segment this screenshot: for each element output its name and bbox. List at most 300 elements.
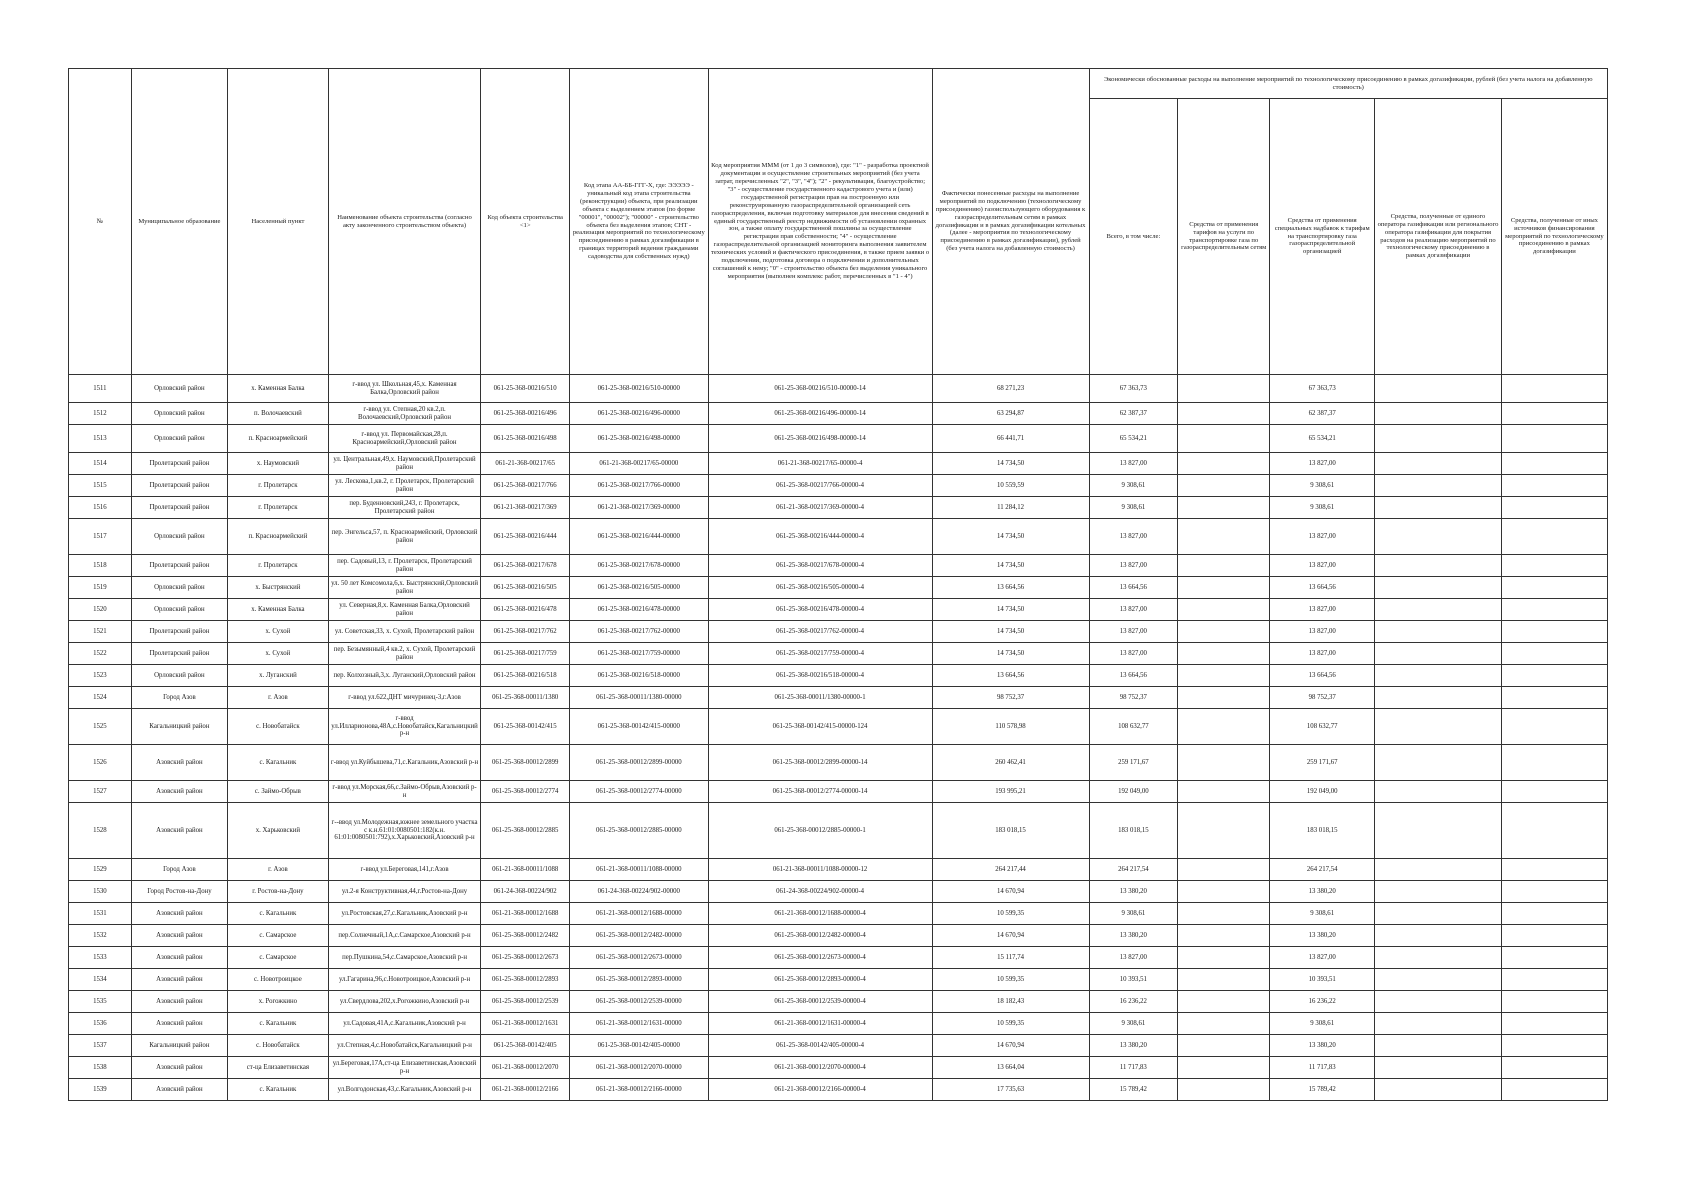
cell-municipality: Пролетарский район	[131, 621, 227, 643]
cell-other-funds	[1501, 665, 1607, 687]
cell-settlement: с. Займо-Обрыв	[228, 781, 329, 803]
cell-object-name: ул.Садовая,41А,с.Кагальник,Азовский р-н	[328, 1013, 481, 1035]
cell-tariff-funds	[1178, 947, 1270, 969]
cell-object-code: 061-25-368-00012/2885	[481, 803, 570, 859]
cell-no: 1513	[69, 425, 132, 453]
cell-tariff-funds	[1178, 903, 1270, 925]
cell-tariff-funds	[1178, 803, 1270, 859]
cell-total: 13 380,20	[1089, 881, 1178, 903]
cell-object-code: 061-25-368-00011/1380	[481, 687, 570, 709]
cell-municipality: Пролетарский район	[131, 453, 227, 475]
table-row	[69, 1013, 1608, 1035]
cell-stage-code: 061-25-368-00216/518-00000	[570, 665, 709, 687]
cell-operator-funds	[1375, 991, 1502, 1013]
cell-no: 1514	[69, 453, 132, 475]
cell-actual-costs: 63 294,87	[932, 403, 1089, 425]
cell-total: 13 827,00	[1089, 599, 1178, 621]
cell-special-funds: 10 393,51	[1270, 969, 1375, 991]
cell-operator-funds	[1375, 497, 1502, 519]
cell-actual-costs: 14 670,94	[932, 881, 1089, 903]
cell-municipality: Азовский район	[131, 745, 227, 781]
cell-tariff-funds	[1178, 425, 1270, 453]
cell-operator-funds	[1375, 1079, 1502, 1101]
cell-object-code: 061-25-368-00012/2893	[481, 969, 570, 991]
cell-object-name: г-ввод ул.622,ДНТ мичуринец-3,г.Азов	[328, 687, 481, 709]
cell-special-funds: 9 308,61	[1270, 903, 1375, 925]
cell-actual-costs: 66 441,71	[932, 425, 1089, 453]
cell-total: 62 387,37	[1089, 403, 1178, 425]
cell-operator-funds	[1375, 375, 1502, 403]
cell-tariff-funds	[1178, 497, 1270, 519]
cell-municipality: Орловский район	[131, 425, 227, 453]
cell-object-name: пер. Безымянный,4 кв.2, х. Сухой, Пролетарский район	[328, 643, 481, 665]
cell-object-name: г-ввод ул. Школьная,45,х. Каменная Балка,Орловский район	[328, 375, 481, 403]
cell-operator-funds	[1375, 403, 1502, 425]
cell-operator-funds	[1375, 1035, 1502, 1057]
cell-object-code: 061-25-368-00216/510	[481, 375, 570, 403]
cell-special-funds: 13 827,00	[1270, 453, 1375, 475]
cell-operator-funds	[1375, 803, 1502, 859]
cell-operator-funds	[1375, 925, 1502, 947]
cell-object-name: ул.Волгодонская,43,с.Кагальник,Азовский р-н	[328, 1079, 481, 1101]
cell-stage-code: 061-21-368-00012/2166-00000	[570, 1079, 709, 1101]
cell-total: 13 827,00	[1089, 947, 1178, 969]
table-row	[69, 375, 1608, 403]
table-row	[69, 599, 1608, 621]
cell-other-funds	[1501, 403, 1607, 425]
cell-event-code: 061-25-368-00012/2885-00000-1	[708, 803, 932, 859]
table-row	[69, 709, 1608, 745]
cell-actual-costs: 17 735,63	[932, 1079, 1089, 1101]
cell-special-funds: 67 363,73	[1270, 375, 1375, 403]
cell-total: 15 789,42	[1089, 1079, 1178, 1101]
cell-actual-costs: 14 734,50	[932, 453, 1089, 475]
cell-total: 98 752,37	[1089, 687, 1178, 709]
cell-no: 1536	[69, 1013, 132, 1035]
cell-other-funds	[1501, 577, 1607, 599]
cell-other-funds	[1501, 1057, 1607, 1079]
cell-other-funds	[1501, 859, 1607, 881]
cell-municipality: Орловский район	[131, 665, 227, 687]
cell-other-funds	[1501, 881, 1607, 903]
cell-object-name: пер. Садовый,13, г. Пролетарск, Пролетарский район	[328, 555, 481, 577]
cell-stage-code: 061-25-368-00012/2885-00000	[570, 803, 709, 859]
cell-other-funds	[1501, 781, 1607, 803]
cell-actual-costs: 14 670,94	[932, 925, 1089, 947]
table-row	[69, 555, 1608, 577]
cell-no: 1525	[69, 709, 132, 745]
cell-actual-costs: 68 271,23	[932, 375, 1089, 403]
cell-municipality: Кагальницкий район	[131, 1035, 227, 1057]
cell-tariff-funds	[1178, 475, 1270, 497]
cell-no: 1524	[69, 687, 132, 709]
cell-no: 1539	[69, 1079, 132, 1101]
cell-object-code: 061-25-368-00012/2899	[481, 745, 570, 781]
cell-total: 13 827,00	[1089, 621, 1178, 643]
cell-object-name: г-ввод ул.Илларионова,48А,с.Новобатайск,Кагальницкий р-н	[328, 709, 481, 745]
cell-operator-funds	[1375, 859, 1502, 881]
cell-special-funds: 62 387,37	[1270, 403, 1375, 425]
cell-object-name: г-ввод ул.Куйбышева,71,с.Кагальник,Азовский р-н	[328, 745, 481, 781]
cell-total: 9 308,61	[1089, 475, 1178, 497]
cell-object-name: пер. Энгельса,57, п. Красноармейский, Орловский район	[328, 519, 481, 555]
cell-operator-funds	[1375, 969, 1502, 991]
cell-other-funds	[1501, 947, 1607, 969]
table-row	[69, 403, 1608, 425]
cell-tariff-funds	[1178, 1057, 1270, 1079]
cell-stage-code: 061-25-368-00012/2539-00000	[570, 991, 709, 1013]
cell-object-name: ул.Степная,4,с.Новобатайск,Кагальницкий р-н	[328, 1035, 481, 1057]
cell-operator-funds	[1375, 687, 1502, 709]
cell-other-funds	[1501, 555, 1607, 577]
cell-actual-costs: 183 018,15	[932, 803, 1089, 859]
table-row	[69, 643, 1608, 665]
table-row	[69, 1035, 1608, 1057]
cell-settlement: с. Новотроицкое	[228, 969, 329, 991]
cell-object-name: ул. 50 лет Комсомола,6,х. Быстрянский,Орловский район	[328, 577, 481, 599]
cell-event-code: 061-21-368-00012/2070-00000-4	[708, 1057, 932, 1079]
cell-object-name: пер.Солнечный,1А,с.Самарское,Азовский р-н	[328, 925, 481, 947]
cell-special-funds: 98 752,37	[1270, 687, 1375, 709]
header-object-name: Наименование объекта строительства (согласно акту законченного строительством объекта)	[328, 69, 481, 375]
cell-no: 1529	[69, 859, 132, 881]
table-header	[69, 69, 1608, 375]
cell-stage-code: 061-25-368-00012/2482-00000	[570, 925, 709, 947]
header-event-code: Код мероприятия ММM (от 1 до 3 символов), где: "1" - разработка проектной документации и осуществление строительных мероприятий (без учета затрат, перечисленных "2", "3", "4"); "2" - рекультивация, благоустройство; "3" - осуществление государственного кадастрового учета и (или) государственной регистрации прав на построенную или реконструированную газораспределительной организацией сеть газораспределения, включая подготовку материалов для внесения сведений в единый государственный реестр недвижимости об установлении охранных зон, а также оплату государственной пошлины за осуществление регистрации прав собственности; "4" - осуществление газораспределительной организацией мониторинга выполнения заявителем технических условий и фактического присоединения, в также прием заявки о подключении, подготовка договора о подключении и дополнительных соглашений к нему; "0" - строительство объекта без выделения уникального мероприятия (выполнен комплекс работ, перечисленных в "1 - 4")	[708, 69, 932, 375]
cell-other-funds	[1501, 621, 1607, 643]
cell-special-funds: 9 308,61	[1270, 475, 1375, 497]
cell-special-funds: 13 380,20	[1270, 881, 1375, 903]
cell-event-code: 061-25-368-00012/2482-00000-4	[708, 925, 932, 947]
cell-stage-code: 061-25-368-00142/405-00000	[570, 1035, 709, 1057]
cell-object-name: пер. Буденновский,243, г. Пролетарск, Пролетарский район	[328, 497, 481, 519]
table-row	[69, 621, 1608, 643]
cell-special-funds: 13 827,00	[1270, 599, 1375, 621]
cell-object-code: 061-25-368-00142/415	[481, 709, 570, 745]
cell-event-code: 061-21-368-00012/1631-00000-4	[708, 1013, 932, 1035]
cell-actual-costs: 14 734,50	[932, 643, 1089, 665]
cell-operator-funds	[1375, 1013, 1502, 1035]
cell-event-code: 061-25-368-00216/444-00000-4	[708, 519, 932, 555]
cell-no: 1531	[69, 903, 132, 925]
cell-no: 1535	[69, 991, 132, 1013]
cell-stage-code: 061-21-368-00217/65-00000	[570, 453, 709, 475]
cell-stage-code: 061-25-368-00216/496-00000	[570, 403, 709, 425]
cell-tariff-funds	[1178, 453, 1270, 475]
cell-special-funds: 264 217,54	[1270, 859, 1375, 881]
cell-no: 1520	[69, 599, 132, 621]
cell-event-code: 061-21-368-00011/1088-00000-12	[708, 859, 932, 881]
cell-object-code: 061-21-368-00012/1688	[481, 903, 570, 925]
cell-special-funds: 183 018,15	[1270, 803, 1375, 859]
cell-actual-costs: 13 664,04	[932, 1057, 1089, 1079]
cell-special-funds: 11 717,83	[1270, 1057, 1375, 1079]
cell-total: 9 308,61	[1089, 497, 1178, 519]
cell-tariff-funds	[1178, 519, 1270, 555]
cell-municipality: Азовский район	[131, 969, 227, 991]
cell-municipality: Город Азов	[131, 859, 227, 881]
cell-municipality: Пролетарский район	[131, 475, 227, 497]
report-table	[68, 68, 1608, 1101]
table-row	[69, 687, 1608, 709]
cell-total: 259 171,67	[1089, 745, 1178, 781]
cell-municipality: Орловский район	[131, 519, 227, 555]
cell-stage-code: 061-25-368-00217/762-00000	[570, 621, 709, 643]
cell-settlement: с. Кагальник	[228, 1079, 329, 1101]
cell-other-funds	[1501, 1013, 1607, 1035]
table-row	[69, 745, 1608, 781]
cell-object-code: 061-25-368-00142/405	[481, 1035, 570, 1057]
cell-other-funds	[1501, 453, 1607, 475]
cell-no: 1533	[69, 947, 132, 969]
cell-total: 13 380,20	[1089, 1035, 1178, 1057]
cell-stage-code: 061-21-368-00217/369-00000	[570, 497, 709, 519]
cell-settlement: с. Новобатайск	[228, 709, 329, 745]
cell-stage-code: 061-21-368-00012/1631-00000	[570, 1013, 709, 1035]
cell-total: 183 018,15	[1089, 803, 1178, 859]
cell-special-funds: 192 049,00	[1270, 781, 1375, 803]
cell-object-name: пер. Колхозный,3,х. Луганский,Орловский район	[328, 665, 481, 687]
cell-object-code: 061-25-368-00216/444	[481, 519, 570, 555]
cell-object-name: ул.Гагарина,96,с.Новотроицкое,Азовский р-н	[328, 969, 481, 991]
cell-actual-costs: 10 599,35	[932, 1013, 1089, 1035]
cell-tariff-funds	[1178, 1013, 1270, 1035]
cell-municipality: Азовский район	[131, 991, 227, 1013]
cell-object-code: 061-25-368-00012/2539	[481, 991, 570, 1013]
cell-special-funds: 13 664,56	[1270, 665, 1375, 687]
header-settlement: Населенный пункт	[228, 69, 329, 375]
cell-stage-code: 061-25-368-00217/678-00000	[570, 555, 709, 577]
table-row	[69, 453, 1608, 475]
cell-no: 1518	[69, 555, 132, 577]
cell-operator-funds	[1375, 599, 1502, 621]
cell-actual-costs: 10 559,59	[932, 475, 1089, 497]
cell-municipality: Орловский район	[131, 375, 227, 403]
cell-object-code: 061-25-368-00217/678	[481, 555, 570, 577]
cell-settlement: х. Сухой	[228, 643, 329, 665]
cell-special-funds: 9 308,61	[1270, 1013, 1375, 1035]
cell-tariff-funds	[1178, 403, 1270, 425]
cell-municipality: Азовский район	[131, 903, 227, 925]
cell-operator-funds	[1375, 903, 1502, 925]
table-row	[69, 1079, 1608, 1101]
cell-special-funds: 259 171,67	[1270, 745, 1375, 781]
cell-municipality: Азовский район	[131, 781, 227, 803]
cell-actual-costs: 260 462,41	[932, 745, 1089, 781]
cell-no: 1523	[69, 665, 132, 687]
cell-municipality: Азовский район	[131, 925, 227, 947]
cell-object-code: 061-25-368-00012/2482	[481, 925, 570, 947]
cell-total: 10 393,51	[1089, 969, 1178, 991]
cell-stage-code: 061-21-368-00011/1088-00000	[570, 859, 709, 881]
cell-municipality: Азовский район	[131, 803, 227, 859]
cell-no: 1538	[69, 1057, 132, 1079]
cell-tariff-funds	[1178, 745, 1270, 781]
header-actual-costs: Фактически понесенные расходы на выполнение мероприятий по подключению (технологическому присоединению) газоиспользующего оборудования к газораспределительным сетям в рамках догазификации и в рамках догазификации котельных (далее - мероприятия по технологическому присоединению в рамках догазификации), рублей (без учета налога на добавленную стоимость)	[932, 69, 1089, 375]
cell-settlement: г. Азов	[228, 687, 329, 709]
cell-other-funds	[1501, 803, 1607, 859]
table-row	[69, 577, 1608, 599]
cell-object-code: 061-21-368-00012/1631	[481, 1013, 570, 1035]
cell-stage-code: 061-25-368-00012/2673-00000	[570, 947, 709, 969]
cell-event-code: 061-25-368-00217/766-00000-4	[708, 475, 932, 497]
cell-municipality: Азовский район	[131, 1013, 227, 1035]
cell-settlement: г. Пролетарск	[228, 555, 329, 577]
cell-settlement: с. Самарское	[228, 947, 329, 969]
cell-total: 16 236,22	[1089, 991, 1178, 1013]
cell-actual-costs: 14 670,94	[932, 1035, 1089, 1057]
cell-operator-funds	[1375, 745, 1502, 781]
cell-object-code: 061-21-368-00012/2070	[481, 1057, 570, 1079]
cell-event-code: 061-25-368-00217/678-00000-4	[708, 555, 932, 577]
cell-event-code: 061-25-368-00012/2673-00000-4	[708, 947, 932, 969]
cell-special-funds: 15 789,42	[1270, 1079, 1375, 1101]
cell-other-funds	[1501, 1035, 1607, 1057]
cell-operator-funds	[1375, 519, 1502, 555]
cell-municipality: Азовский район	[131, 1079, 227, 1101]
cell-municipality: Кагальницкий район	[131, 709, 227, 745]
cell-settlement: г. Ростов-на-Дону	[228, 881, 329, 903]
cell-no: 1517	[69, 519, 132, 555]
cell-total: 9 308,61	[1089, 1013, 1178, 1035]
cell-tariff-funds	[1178, 555, 1270, 577]
table-row	[69, 903, 1608, 925]
cell-object-code: 061-25-368-00217/762	[481, 621, 570, 643]
cell-special-funds: 13 827,00	[1270, 621, 1375, 643]
cell-no: 1527	[69, 781, 132, 803]
cell-object-code: 061-25-368-00216/478	[481, 599, 570, 621]
cell-no: 1537	[69, 1035, 132, 1057]
cell-total: 13 380,20	[1089, 925, 1178, 947]
table-row	[69, 947, 1608, 969]
cell-settlement: п. Красноармейский	[228, 425, 329, 453]
cell-operator-funds	[1375, 475, 1502, 497]
cell-event-code: 061-25-368-00216/510-00000-14	[708, 375, 932, 403]
cell-actual-costs: 264 217,44	[932, 859, 1089, 881]
cell-object-code: 061-25-368-00217/759	[481, 643, 570, 665]
cell-event-code: 061-25-368-00216/496-00000-14	[708, 403, 932, 425]
cell-other-funds	[1501, 745, 1607, 781]
cell-total: 13 664,56	[1089, 577, 1178, 599]
cell-settlement: х. Каменная Балка	[228, 599, 329, 621]
cell-stage-code: 061-25-368-00142/415-00000	[570, 709, 709, 745]
cell-actual-costs: 14 734,50	[932, 621, 1089, 643]
cell-no: 1522	[69, 643, 132, 665]
cell-stage-code: 061-21-368-00012/2070-00000	[570, 1057, 709, 1079]
table-row	[69, 925, 1608, 947]
cell-no: 1526	[69, 745, 132, 781]
cell-object-code: 061-25-368-00216/498	[481, 425, 570, 453]
table-row	[69, 425, 1608, 453]
cell-tariff-funds	[1178, 925, 1270, 947]
cell-object-name: г--ввод ул.Молодежная,южнее земельного участка с к.н.61:01:0080501:182(к.н. 61:01:0080501:792),х.Харьковский,Азовский р-н	[328, 803, 481, 859]
cell-object-code: 061-24-368-00224/902	[481, 881, 570, 903]
cell-special-funds: 13 827,00	[1270, 555, 1375, 577]
cell-actual-costs: 18 182,43	[932, 991, 1089, 1013]
cell-object-name: г-ввод ул.Береговая,141,г.Азов	[328, 859, 481, 881]
cell-other-funds	[1501, 599, 1607, 621]
cell-settlement: г. Азов	[228, 859, 329, 881]
cell-stage-code: 061-25-368-00216/505-00000	[570, 577, 709, 599]
cell-other-funds	[1501, 925, 1607, 947]
cell-event-code: 061-25-368-00217/759-00000-4	[708, 643, 932, 665]
cell-actual-costs: 13 664,56	[932, 577, 1089, 599]
cell-special-funds: 13 827,00	[1270, 519, 1375, 555]
cell-stage-code: 061-25-368-00217/759-00000	[570, 643, 709, 665]
cell-stage-code: 061-25-368-00216/498-00000	[570, 425, 709, 453]
header-economic-group: Экономически обоснованные расходы на выполнение мероприятий по технологическому присоединению в рамках догазификации, рублей (без учета налога на добавленную стоимость)	[1089, 69, 1608, 99]
cell-event-code: 061-25-368-00012/2899-00000-14	[708, 745, 932, 781]
cell-total: 13 827,00	[1089, 519, 1178, 555]
table-row	[69, 1057, 1608, 1079]
cell-event-code: 061-25-368-00216/518-00000-4	[708, 665, 932, 687]
cell-object-name: ул.Свердлова,202,х.Рогожкино,Азовский р-н	[328, 991, 481, 1013]
cell-tariff-funds	[1178, 781, 1270, 803]
cell-municipality: Город Ростов-на-Дону	[131, 881, 227, 903]
cell-settlement: с. Новобатайск	[228, 1035, 329, 1057]
cell-municipality: Пролетарский район	[131, 497, 227, 519]
cell-operator-funds	[1375, 947, 1502, 969]
cell-no: 1532	[69, 925, 132, 947]
cell-actual-costs: 15 117,74	[932, 947, 1089, 969]
cell-object-code: 061-25-368-00012/2774	[481, 781, 570, 803]
cell-actual-costs: 110 578,98	[932, 709, 1089, 745]
cell-object-name: ул. Советская,33, х. Сухой, Пролетарский район	[328, 621, 481, 643]
cell-settlement: х. Рогожкино	[228, 991, 329, 1013]
cell-actual-costs: 11 284,12	[932, 497, 1089, 519]
cell-event-code: 061-21-368-00217/369-00000-4	[708, 497, 932, 519]
cell-no: 1534	[69, 969, 132, 991]
cell-event-code: 061-21-368-00012/1688-00000-4	[708, 903, 932, 925]
cell-actual-costs: 10 599,35	[932, 969, 1089, 991]
cell-tariff-funds	[1178, 881, 1270, 903]
cell-other-funds	[1501, 969, 1607, 991]
cell-settlement: с. Кагальник	[228, 903, 329, 925]
header-operator-funds: Средства, полученные от единого оператора газификации или регионального оператора газификации для покрытия расходов на реализацию мероприятий по технологическому присоединению в рамках догазификации	[1375, 99, 1502, 375]
table-body	[69, 375, 1608, 1101]
cell-operator-funds	[1375, 453, 1502, 475]
cell-object-code: 061-25-368-00217/766	[481, 475, 570, 497]
cell-settlement: п. Волочаевский	[228, 403, 329, 425]
cell-other-funds	[1501, 375, 1607, 403]
cell-stage-code: 061-25-368-00011/1380-00000	[570, 687, 709, 709]
cell-other-funds	[1501, 519, 1607, 555]
cell-event-code: 061-25-368-00012/2774-00000-14	[708, 781, 932, 803]
cell-municipality: Пролетарский район	[131, 643, 227, 665]
table-row	[69, 665, 1608, 687]
cell-operator-funds	[1375, 555, 1502, 577]
cell-settlement: ст-ца Елизаветинская	[228, 1057, 329, 1079]
cell-stage-code: 061-25-368-00216/478-00000	[570, 599, 709, 621]
cell-no: 1519	[69, 577, 132, 599]
cell-other-funds	[1501, 687, 1607, 709]
cell-no: 1516	[69, 497, 132, 519]
cell-stage-code: 061-25-368-00216/444-00000	[570, 519, 709, 555]
cell-operator-funds	[1375, 781, 1502, 803]
cell-total: 65 534,21	[1089, 425, 1178, 453]
cell-event-code: 061-24-368-00224/902-00000-4	[708, 881, 932, 903]
cell-event-code: 061-25-368-00216/498-00000-14	[708, 425, 932, 453]
header-tariff-funds: Средства от применения тарифов на услуги по транспортировке газа по газораспределительным сетям	[1178, 99, 1270, 375]
cell-settlement: г. Пролетарск	[228, 475, 329, 497]
header-no: №	[69, 69, 132, 375]
cell-object-code: 061-25-368-00216/518	[481, 665, 570, 687]
cell-tariff-funds	[1178, 1035, 1270, 1057]
cell-event-code: 061-25-368-00011/1380-00000-1	[708, 687, 932, 709]
cell-object-name: г-ввод ул.Морская,66,с.Займо-Обрыв,Азовский р-н	[328, 781, 481, 803]
cell-tariff-funds	[1178, 991, 1270, 1013]
cell-municipality: Азовский район	[131, 947, 227, 969]
